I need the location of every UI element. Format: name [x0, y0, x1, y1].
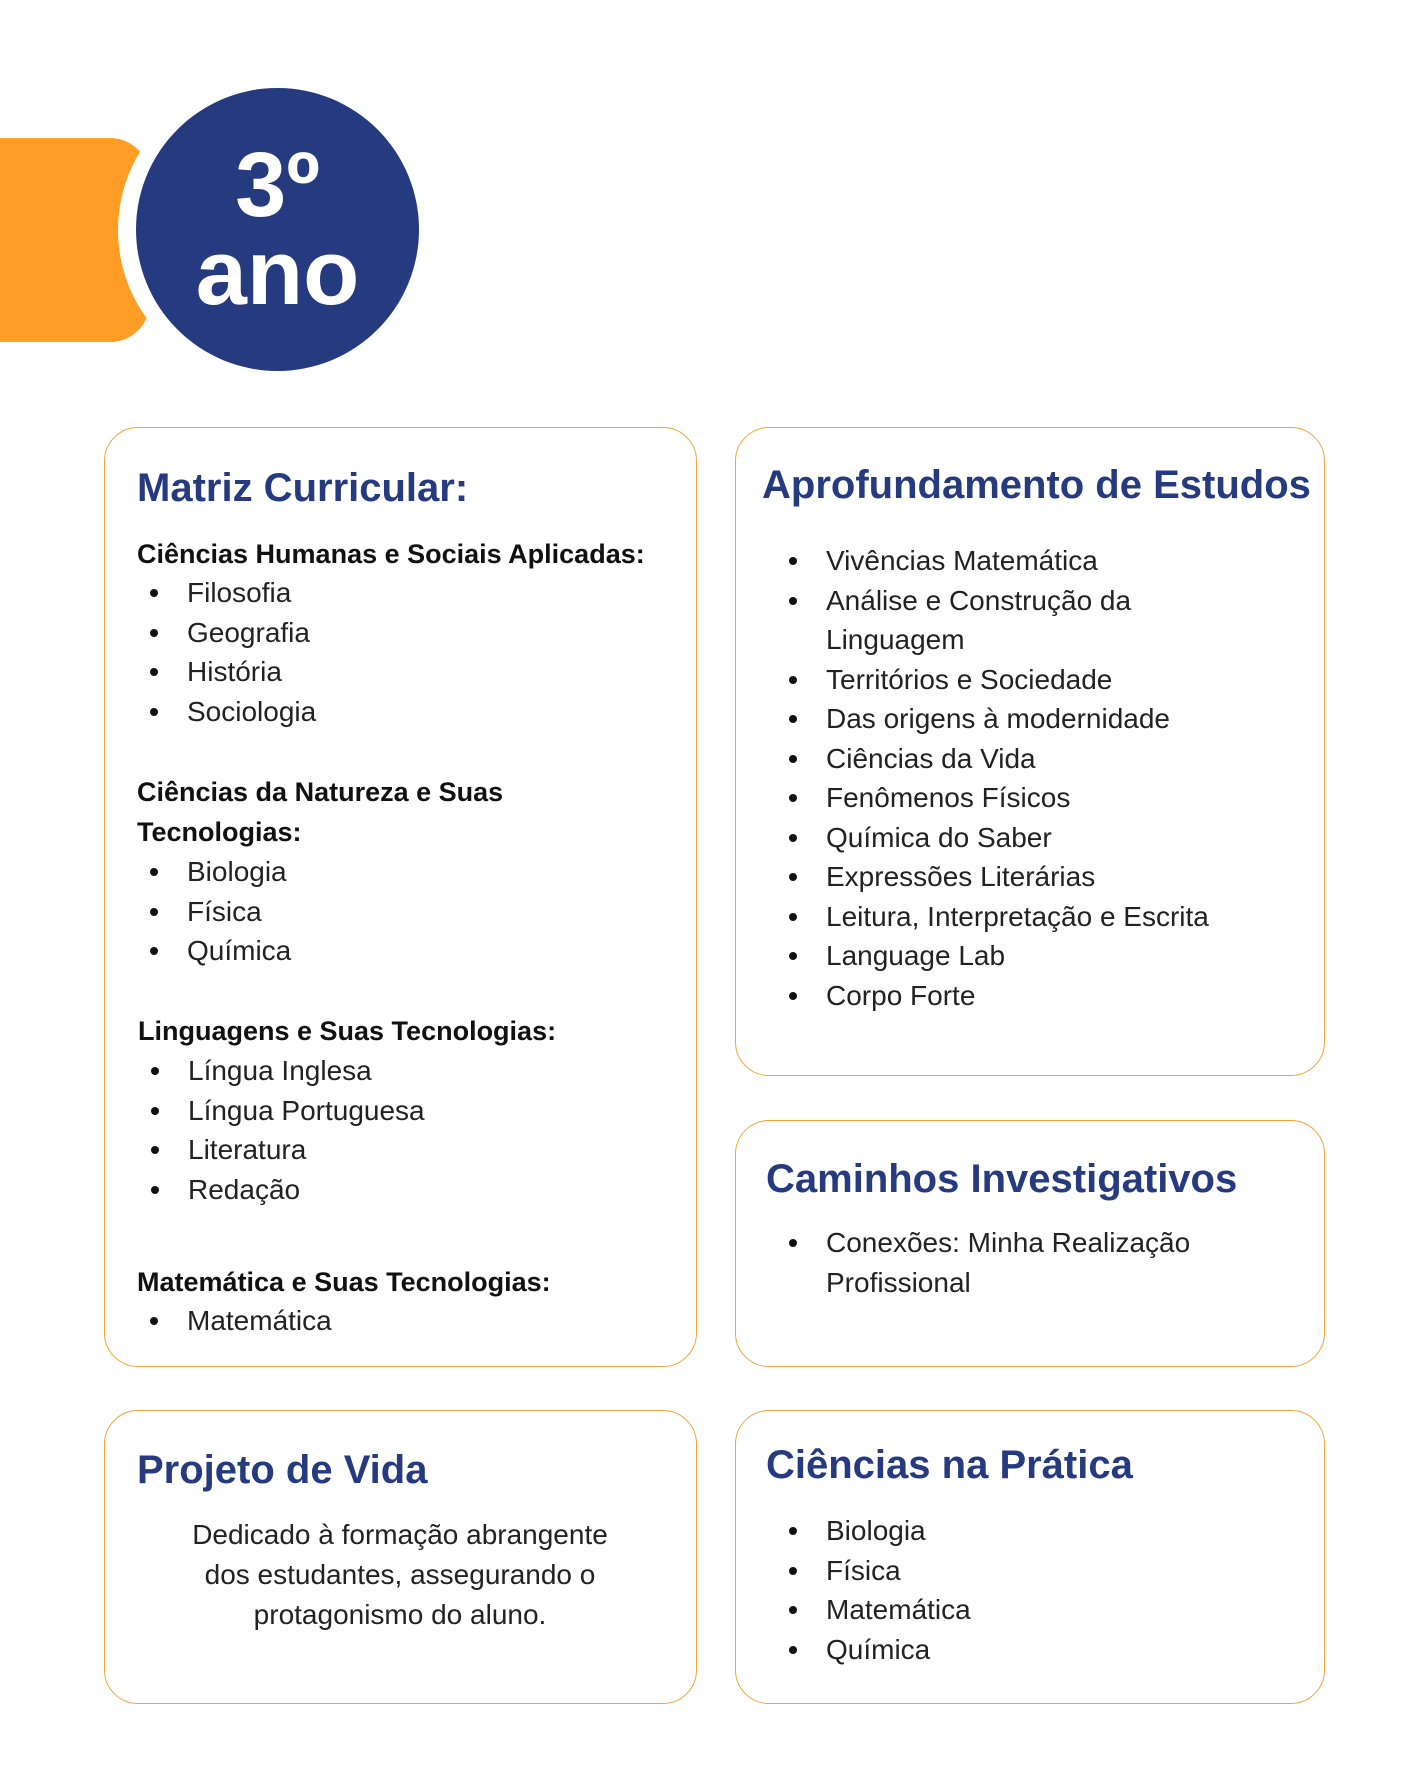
list-item: Expressões Literárias	[776, 857, 1216, 897]
aprofundamento-card	[735, 427, 1325, 1076]
list-item: Territórios e Sociedade	[776, 660, 1216, 700]
group-title-matematica: Matemática e Suas Tecnologias:	[137, 1267, 551, 1297]
list-natureza	[137, 852, 291, 971]
projeto-title: Projeto de Vida	[137, 1448, 428, 1492]
caminhos-title: Caminhos Investigativos	[766, 1157, 1238, 1201]
list-item: História	[137, 652, 316, 692]
list-item: Redação	[138, 1170, 425, 1210]
list-item: Biologia	[776, 1511, 971, 1551]
badge-grade-word: ano	[195, 221, 360, 324]
group-title-linguagens: Linguagens e Suas Tecnologias:	[138, 1016, 557, 1046]
list-item: Filosofia	[137, 573, 316, 613]
list-item: Conexões: Minha Realização Profissional	[776, 1223, 1216, 1302]
caminhos-investigativos-card	[735, 1120, 1325, 1367]
list-linguagens	[138, 1051, 425, 1209]
group-title-humanas: Ciências Humanas e Sociais Aplicadas:	[137, 539, 645, 569]
list-item: Ciências da Vida	[776, 739, 1216, 779]
list-item: Física	[137, 892, 291, 932]
list-item: Language Lab	[776, 936, 1216, 976]
matriz-curricular-title: Matriz Curricular:	[137, 466, 469, 510]
list-aprofundamento	[776, 541, 1216, 1015]
list-item: Geografia	[137, 613, 316, 653]
list-ciencias-pratica	[776, 1511, 971, 1669]
matriz-curricular-card	[104, 427, 697, 1367]
projeto-description: Dedicado à formação abrangente dos estudantes, assegurando o protagonismo do aluno.	[192, 1519, 608, 1630]
list-item: Leitura, Interpretação e Escrita	[776, 897, 1216, 937]
list-matematica	[137, 1301, 332, 1341]
list-item: Literatura	[138, 1130, 425, 1170]
aprofundamento-title: Aprofundamento de Estudos	[762, 463, 1311, 507]
list-item: Biologia	[137, 852, 291, 892]
list-item: Fenômenos Físicos	[776, 778, 1216, 818]
list-item: Vivências Matemática	[776, 541, 1216, 581]
list-humanas	[137, 573, 316, 731]
badge-grade-number: 3º	[235, 134, 320, 237]
list-item: Química	[137, 931, 291, 971]
list-item: Química do Saber	[776, 818, 1216, 858]
list-item: Análise e Construção da Linguagem	[776, 581, 1156, 660]
list-item: Das origens à modernidade	[776, 699, 1216, 739]
list-item: Física	[776, 1551, 971, 1591]
list-item: Matemática	[137, 1301, 332, 1341]
list-item: Língua Inglesa	[138, 1051, 425, 1091]
list-item: Corpo Forte	[776, 976, 1216, 1016]
ciencias-pratica-title: Ciências na Prática	[766, 1443, 1133, 1487]
list-item: Língua Portuguesa	[138, 1091, 425, 1131]
group-title-natureza: Ciências da Natureza e Suas Tecnologias:	[137, 777, 504, 847]
ciencias-na-pratica-card	[735, 1410, 1325, 1704]
grade-badge	[136, 88, 419, 371]
list-item: Química	[776, 1630, 971, 1670]
list-caminhos	[776, 1223, 1216, 1302]
list-item: Sociologia	[137, 692, 316, 732]
list-item: Matemática	[776, 1590, 971, 1630]
projeto-de-vida-card	[104, 1410, 697, 1704]
